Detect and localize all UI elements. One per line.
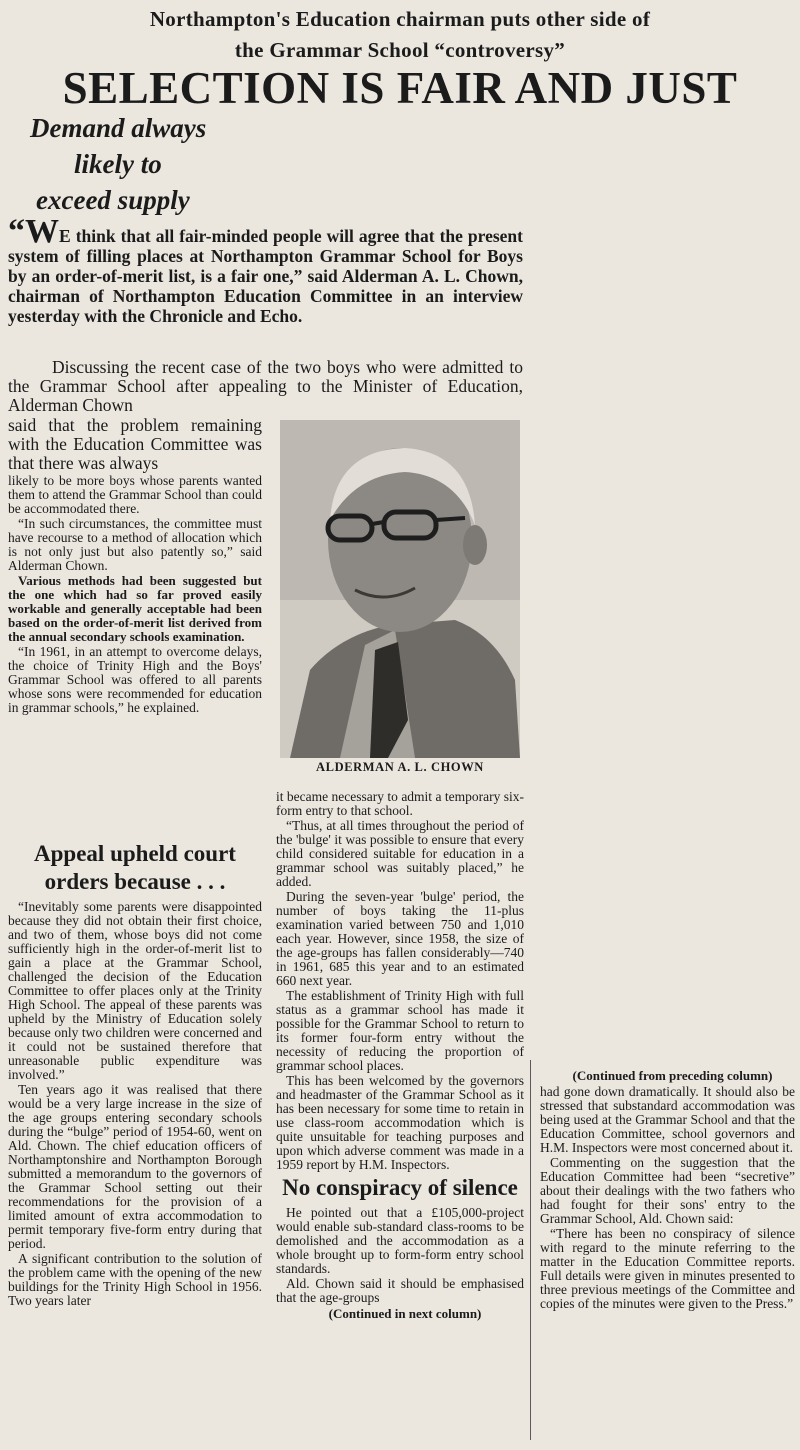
narrow-paragraph-1: said that the problem remaining with the Education Committee was that there was always xyxy=(8,415,262,473)
column-2-paragraph-1: it became necessary to admit a temporary six-form entry to that school. xyxy=(276,789,524,818)
column-2-paragraph-5: This has been welcomed by the governors and headmaster of the Grammar School as it has been necessary for some time to retain in use class-room accommodation which is quite unsuitable for teaching purposes and upon which adverse comment was made in a 1959 report by H.M. Inspectors. xyxy=(276,1073,524,1172)
kicker-line-2: the Grammar School “controversy” xyxy=(234,38,566,62)
continued-from-note: (Continued from preceding column) xyxy=(572,1068,773,1083)
portrait-figure xyxy=(280,420,520,780)
kicker-line-1: Northampton's Education chairman puts other side of xyxy=(149,7,651,31)
column-3-paragraph-1: had gone down dramatically. It should also be stressed that substandard accommodation was being used at the Grammar School and that the Education Committee, school governors and H.M. Inspectors were most concerned about it. xyxy=(540,1084,795,1155)
column-3-paragraph-3: “There has been no conspiracy of silence with regard to the minute referring to the matter in the Education Committee reports. Full details were given in minutes presented to three previous meetings of the Committee and copies of the minutes were given to the Press.” xyxy=(540,1226,795,1311)
column-2-paragraph-2: “Thus, at all times throughout the period of the 'bulge' it was possible to ensure that every child considered suitable for education in a grammar school was suitably placed,” he added. xyxy=(276,818,524,889)
intro-paragraph xyxy=(8,358,523,415)
headline: SELECTION IS FAIR AND JUST xyxy=(62,63,738,113)
lead-paragraph xyxy=(8,213,523,326)
drop-cap: “W xyxy=(8,213,59,250)
portrait-photo xyxy=(280,420,520,758)
subhead xyxy=(30,110,290,218)
narrow-column xyxy=(8,416,262,716)
subhead-line-2: likely to xyxy=(74,149,162,179)
narrow-paragraph-3: “In such circumstances, the committee must have recourse to a method of allocation which is not only just but also patently so,” said Alderman Chown. xyxy=(8,516,262,573)
column-3-paragraph-2: Commenting on the suggestion that the Education Committee had been “secretive” about their dealings with the two fathers who had fought for their sons' entry to the Grammar School, Ald. Chown said: xyxy=(540,1155,795,1226)
column-3 xyxy=(540,1068,795,1312)
subhead-line-1: Demand always xyxy=(30,113,207,143)
portrait-illustration xyxy=(280,420,520,758)
continued-next-note: (Continued in next column) xyxy=(328,1306,482,1321)
subhead-line-3: exceed supply xyxy=(36,185,190,215)
column-2-paragraph-6: He pointed out that a £105,000-project would enable sub-standard class-rooms to be demolished and the accommodation as a whole brought up to form-form entry school standards. xyxy=(276,1205,524,1276)
column-1-paragraph-1: “Inevitably some parents were disappointed because they did not obtain their first choice, and two of them, whose boys did not come sufficiently high in the order-of-merit list to gain a place at the Grammar School, challenged the decision of the Education Committee to offer places only at the Trinity High School. The appeal of these parents was upheld by the Ministry of Education solely because only two children were concerned and it could not be sustained therefore that unreasonable public expenditure was involved.” xyxy=(8,899,262,1082)
narrow-paragraph-5: “In 1961, in an attempt to overcome delays, the choice of Trinity High and the Boys' Grammar School was offered to all parents whose sons were recommended for education in grammar schools,” he explained. xyxy=(8,644,262,715)
lead-text: E think that all fair-minded people will agree that the present system of filling places at Northampton Grammar School for Boys by an order-of-merit list, is a fair one,” said Alderman A. L. Chown, chairman of Northampton Education Committee in an interview yesterday with the Chronicle and Echo. xyxy=(8,226,523,326)
subhead-appeal-upheld: Appeal upheld court orders because . . . xyxy=(34,841,236,894)
column-divider xyxy=(530,1060,531,1440)
subhead-no-conspiracy: No conspiracy of silence xyxy=(282,1175,518,1200)
narrow-paragraph-4: Various methods had been suggested but the one which had so far proved easily workable and generally acceptable had been based on the order-of-merit list derived from the annual secondary schools examination. xyxy=(8,573,262,644)
column-1 xyxy=(8,838,262,1309)
column-2 xyxy=(276,790,524,1322)
column-2-paragraph-7: Ald. Chown said it should be emphasised that the age-groups xyxy=(276,1276,524,1305)
narrow-paragraph-2: likely to be more boys whose parents wanted them to attend the Grammar School than could be accommodated there. xyxy=(8,473,262,516)
kicker xyxy=(0,4,800,66)
column-1-paragraph-3: A significant contribution to the solution of the problem came with the opening of the new buildings for the Trinity High School in 1956. Two years later xyxy=(8,1251,262,1308)
intro-text: Discussing the recent case of the two boys who were admitted to the Grammar School after appealing to the Minister of Education, Alderman Chown xyxy=(8,357,523,415)
column-1-paragraph-2: Ten years ago it was realised that there would be a very large increase in the size of the age groups entering secondary schools during the “bulge” period of 1954-60, went on Ald. Chown. The chief education officers of Northamptonshire and Northampton Borough submitted a memorandum to the governors of the Grammar School setting out their recommendations for the provision of a limited amount of extra accommodation to permit temporary five-form entry during that period. xyxy=(8,1082,262,1251)
column-2-paragraph-3: During the seven-year 'bulge' period, the number of boys taking the 11-plus examination varied between 750 and 1,010 each year. However, since 1958, the size of the age-groups has fallen considerably—740 in 1961, 685 this year and to an estimated 660 next year. xyxy=(276,889,524,988)
column-2-paragraph-4: The establishment of Trinity High with full status as a grammar school has made it possible for the Grammar School to return to its former four-form entry without the necessity of reducing the proportion of grammar school places. xyxy=(276,988,524,1073)
photo-caption: ALDERMAN A. L. CHOWN xyxy=(316,760,484,774)
